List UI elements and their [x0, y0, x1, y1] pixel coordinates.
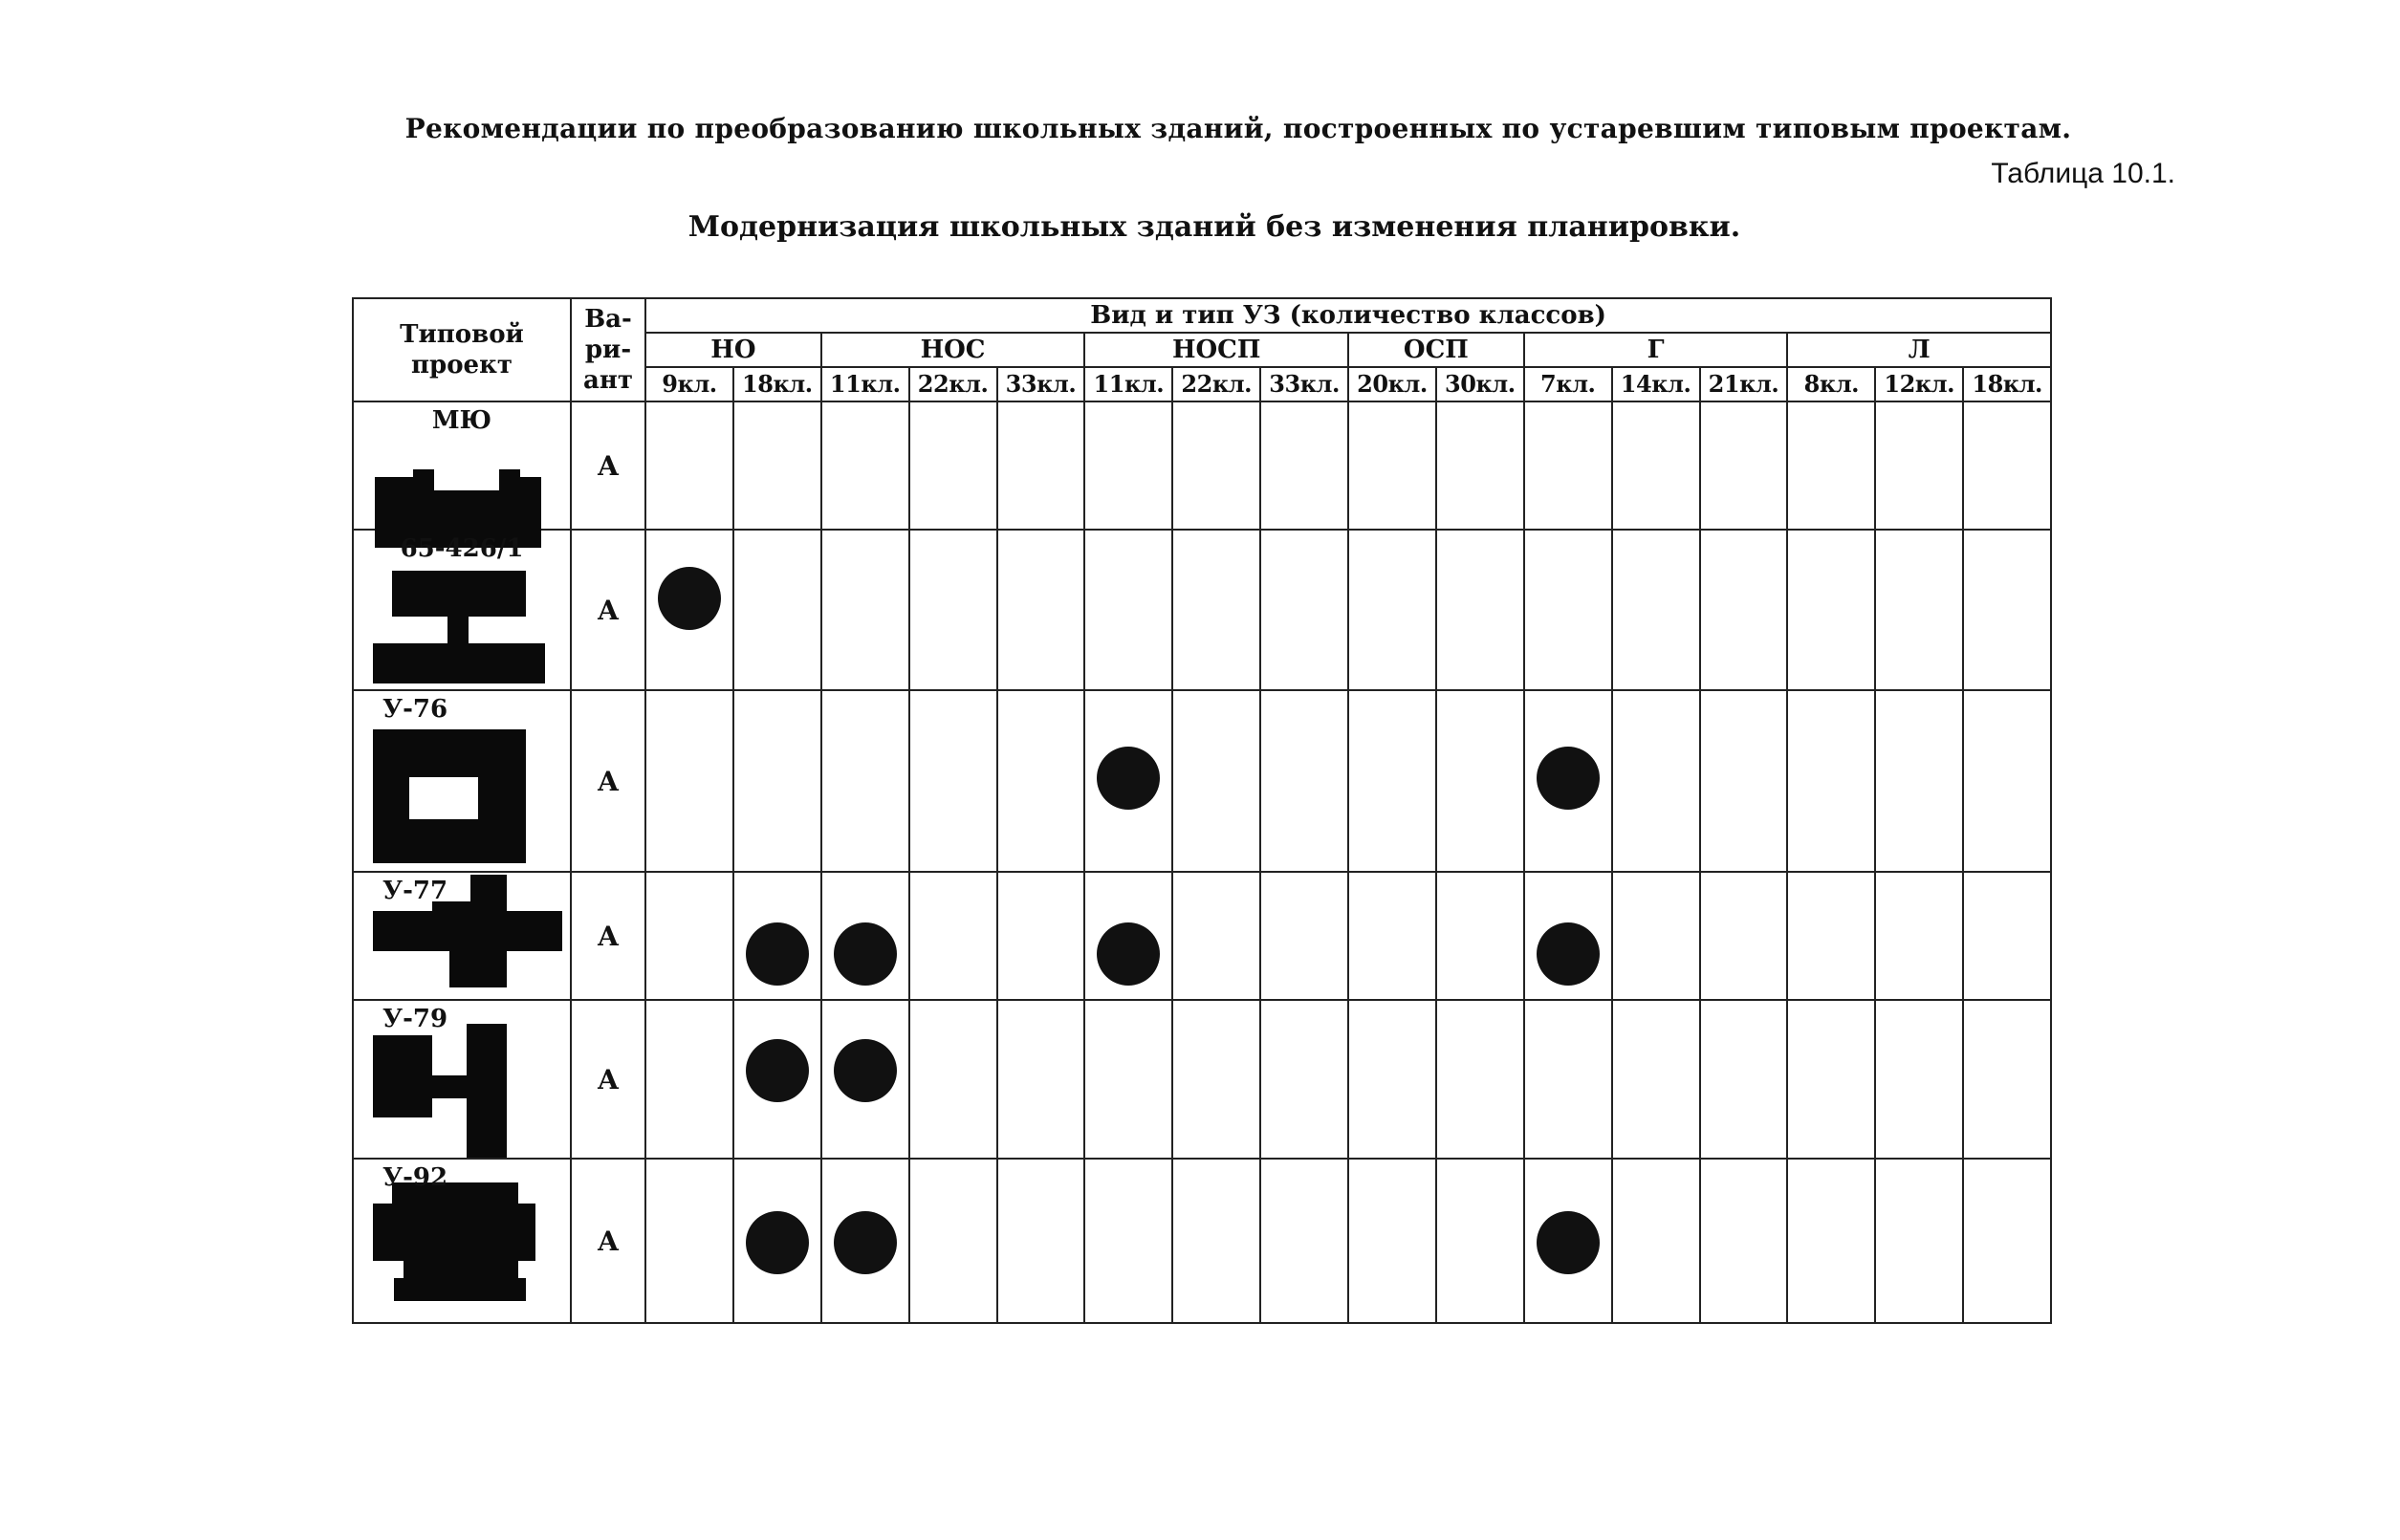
- grid-cell: [1260, 690, 1348, 872]
- variant-cell: А: [571, 401, 645, 530]
- header-group: ОСП: [1348, 333, 1524, 367]
- grid-cell: [909, 401, 997, 530]
- grid-cell: [1612, 1000, 1700, 1159]
- grid-cell: [1260, 401, 1348, 530]
- variant-cell: А: [571, 872, 645, 1000]
- grid-cell: [1612, 872, 1700, 1000]
- grid-cell: [1524, 401, 1612, 530]
- header-class-count: 8кл.: [1787, 367, 1875, 401]
- table-row: [353, 872, 2051, 1000]
- variant-cell: А: [571, 530, 645, 690]
- grid-cell: [997, 401, 1085, 530]
- grid-cell: [1260, 872, 1348, 1000]
- grid-cell: [1084, 872, 1172, 1000]
- grid-cell: [1787, 530, 1875, 690]
- header-class-count: 7кл.: [1524, 367, 1612, 401]
- table-row: [353, 1159, 2051, 1323]
- grid-cell: [1612, 401, 1700, 530]
- recommendation-dot-icon: [834, 1211, 897, 1274]
- grid-cell: [1875, 401, 1963, 530]
- grid-cell: [997, 690, 1085, 872]
- header-group: НО: [645, 333, 821, 367]
- modernization-table: [352, 297, 2052, 1324]
- recommendation-dot-icon: [746, 1039, 809, 1102]
- project-name: У-76: [382, 695, 448, 724]
- header-class-count: 22кл.: [909, 367, 997, 401]
- grid-cell: [1172, 401, 1260, 530]
- header-project: Типовой проект: [353, 298, 571, 401]
- grid-cell: [1348, 690, 1436, 872]
- grid-cell: [821, 401, 909, 530]
- grid-cell: [1436, 401, 1524, 530]
- grid-cell: [909, 872, 997, 1000]
- project-cell: [353, 1159, 571, 1323]
- grid-cell: [1172, 530, 1260, 690]
- grid-cell: [1524, 1000, 1612, 1159]
- grid-cell: [1700, 690, 1788, 872]
- grid-cell: [909, 1159, 997, 1323]
- grid-cell: [1963, 1000, 2051, 1159]
- grid-cell: [909, 530, 997, 690]
- grid-cell: [1436, 872, 1524, 1000]
- grid-cell: [1963, 401, 2051, 530]
- grid-cell: [1875, 1000, 1963, 1159]
- grid-cell: [1787, 1159, 1875, 1323]
- project-name: У-77: [382, 877, 448, 905]
- grid-cell: [1084, 690, 1172, 872]
- grid-cell: [1260, 1159, 1348, 1323]
- recommendation-dot-icon: [1097, 747, 1160, 810]
- header-class-count: 21кл.: [1700, 367, 1788, 401]
- header-class-count: 14кл.: [1612, 367, 1700, 401]
- table-row: [353, 690, 2051, 872]
- grid-cell: [1172, 690, 1260, 872]
- grid-cell: [997, 530, 1085, 690]
- variant-cell: А: [571, 1000, 645, 1159]
- recommendation-dot-icon: [1097, 922, 1160, 986]
- grid-cell: [1875, 530, 1963, 690]
- grid-cell: [645, 872, 733, 1000]
- grid-cell: [1348, 1000, 1436, 1159]
- header-class-count: 12кл.: [1875, 367, 1963, 401]
- grid-cell: [645, 401, 733, 530]
- grid-cell: [997, 872, 1085, 1000]
- grid-cell: [1524, 872, 1612, 1000]
- variant-cell: А: [571, 690, 645, 872]
- grid-cell: [1436, 530, 1524, 690]
- project-cell: [353, 1000, 571, 1159]
- grid-cell: [1963, 1159, 2051, 1323]
- grid-cell: [733, 872, 821, 1000]
- grid-cell: [821, 1000, 909, 1159]
- grid-cell: [1612, 690, 1700, 872]
- grid-cell: [733, 401, 821, 530]
- table-subtitle: Модернизация школьных зданий без изменения планировки.: [687, 210, 1741, 244]
- grid-cell: [997, 1000, 1085, 1159]
- project-name: У-79: [382, 1005, 448, 1033]
- grid-cell: [1172, 872, 1260, 1000]
- grid-cell: [645, 1000, 733, 1159]
- grid-cell: [1963, 872, 2051, 1000]
- project-cell: [353, 401, 571, 530]
- grid-cell: [1436, 1000, 1524, 1159]
- grid-cell: [1787, 690, 1875, 872]
- grid-cell: [1260, 530, 1348, 690]
- grid-cell: [1524, 530, 1612, 690]
- grid-cell: [1700, 1159, 1788, 1323]
- table-number: Таблица 10.1.: [1991, 158, 2175, 189]
- table-row: [353, 530, 2051, 690]
- grid-cell: [1436, 690, 1524, 872]
- grid-cell: [645, 530, 733, 690]
- recommendation-dot-icon: [746, 1211, 809, 1274]
- grid-cell: [1963, 530, 2051, 690]
- grid-cell: [1084, 1000, 1172, 1159]
- recommendation-dot-icon: [658, 567, 721, 630]
- document-title: Рекомендации по преобразованию школьных зданий, построенных по устаревшим типовым проектам.: [404, 113, 2072, 144]
- grid-cell: [1700, 872, 1788, 1000]
- grid-cell: [1875, 872, 1963, 1000]
- header-class-count: 33кл.: [997, 367, 1085, 401]
- project-cell: [353, 690, 571, 872]
- header-class-count: 11кл.: [821, 367, 909, 401]
- grid-cell: [1436, 1159, 1524, 1323]
- grid-cell: [1612, 530, 1700, 690]
- header-class-count: 22кл.: [1172, 367, 1260, 401]
- header-class-count: 18кл.: [1963, 367, 2051, 401]
- header-class-count: 11кл.: [1084, 367, 1172, 401]
- grid-cell: [821, 872, 909, 1000]
- grid-cell: [821, 1159, 909, 1323]
- grid-cell: [821, 530, 909, 690]
- grid-cell: [1963, 690, 2051, 872]
- grid-cell: [1260, 1000, 1348, 1159]
- grid-cell: [1348, 872, 1436, 1000]
- grid-cell: [645, 690, 733, 872]
- project-name: 65-426/1: [400, 534, 524, 563]
- grid-cell: [1084, 401, 1172, 530]
- grid-cell: [733, 1000, 821, 1159]
- grid-cell: [1787, 401, 1875, 530]
- grid-cell: [645, 1159, 733, 1323]
- grid-cell: [821, 690, 909, 872]
- table-row: [353, 401, 2051, 530]
- header-group-title: Вид и тип УЗ (количество классов): [645, 298, 2051, 333]
- grid-cell: [1787, 872, 1875, 1000]
- grid-cell: [1524, 690, 1612, 872]
- grid-cell: [1348, 401, 1436, 530]
- header-class-count: 33кл.: [1260, 367, 1348, 401]
- grid-cell: [1172, 1159, 1260, 1323]
- grid-cell: [1524, 1159, 1612, 1323]
- grid-cell: [1700, 1000, 1788, 1159]
- recommendation-dot-icon: [834, 922, 897, 986]
- grid-cell: [997, 1159, 1085, 1323]
- grid-cell: [1084, 1159, 1172, 1323]
- project-name: МЮ: [431, 406, 492, 435]
- project-cell: [353, 872, 571, 1000]
- grid-cell: [1700, 401, 1788, 530]
- header-class-count: 20кл.: [1348, 367, 1436, 401]
- grid-cell: [909, 1000, 997, 1159]
- grid-cell: [733, 1159, 821, 1323]
- header-group: Л: [1787, 333, 2051, 367]
- grid-cell: [733, 530, 821, 690]
- header-variant: Ва- ри- ант: [571, 298, 645, 401]
- table-row: [353, 1000, 2051, 1159]
- variant-cell: А: [571, 1159, 645, 1323]
- grid-cell: [1875, 690, 1963, 872]
- grid-cell: [1348, 1159, 1436, 1323]
- recommendation-dot-icon: [1537, 922, 1600, 986]
- grid-cell: [1348, 530, 1436, 690]
- grid-cell: [733, 690, 821, 872]
- header-group: НОС: [821, 333, 1085, 367]
- project-name: У-92: [382, 1163, 448, 1192]
- grid-cell: [1172, 1000, 1260, 1159]
- header-group: НОСП: [1084, 333, 1348, 367]
- grid-cell: [1875, 1159, 1963, 1323]
- header-class-count: 30кл.: [1436, 367, 1524, 401]
- project-cell: [353, 530, 571, 690]
- recommendation-dot-icon: [1537, 747, 1600, 810]
- header-class-count: 18кл.: [733, 367, 821, 401]
- grid-cell: [1787, 1000, 1875, 1159]
- header-group: Г: [1524, 333, 1788, 367]
- grid-cell: [1700, 530, 1788, 690]
- recommendation-dot-icon: [1537, 1211, 1600, 1274]
- grid-cell: [909, 690, 997, 872]
- grid-cell: [1612, 1159, 1700, 1323]
- header-class-count: 9кл.: [645, 367, 733, 401]
- recommendation-dot-icon: [746, 922, 809, 986]
- grid-cell: [1084, 530, 1172, 690]
- recommendation-dot-icon: [834, 1039, 897, 1102]
